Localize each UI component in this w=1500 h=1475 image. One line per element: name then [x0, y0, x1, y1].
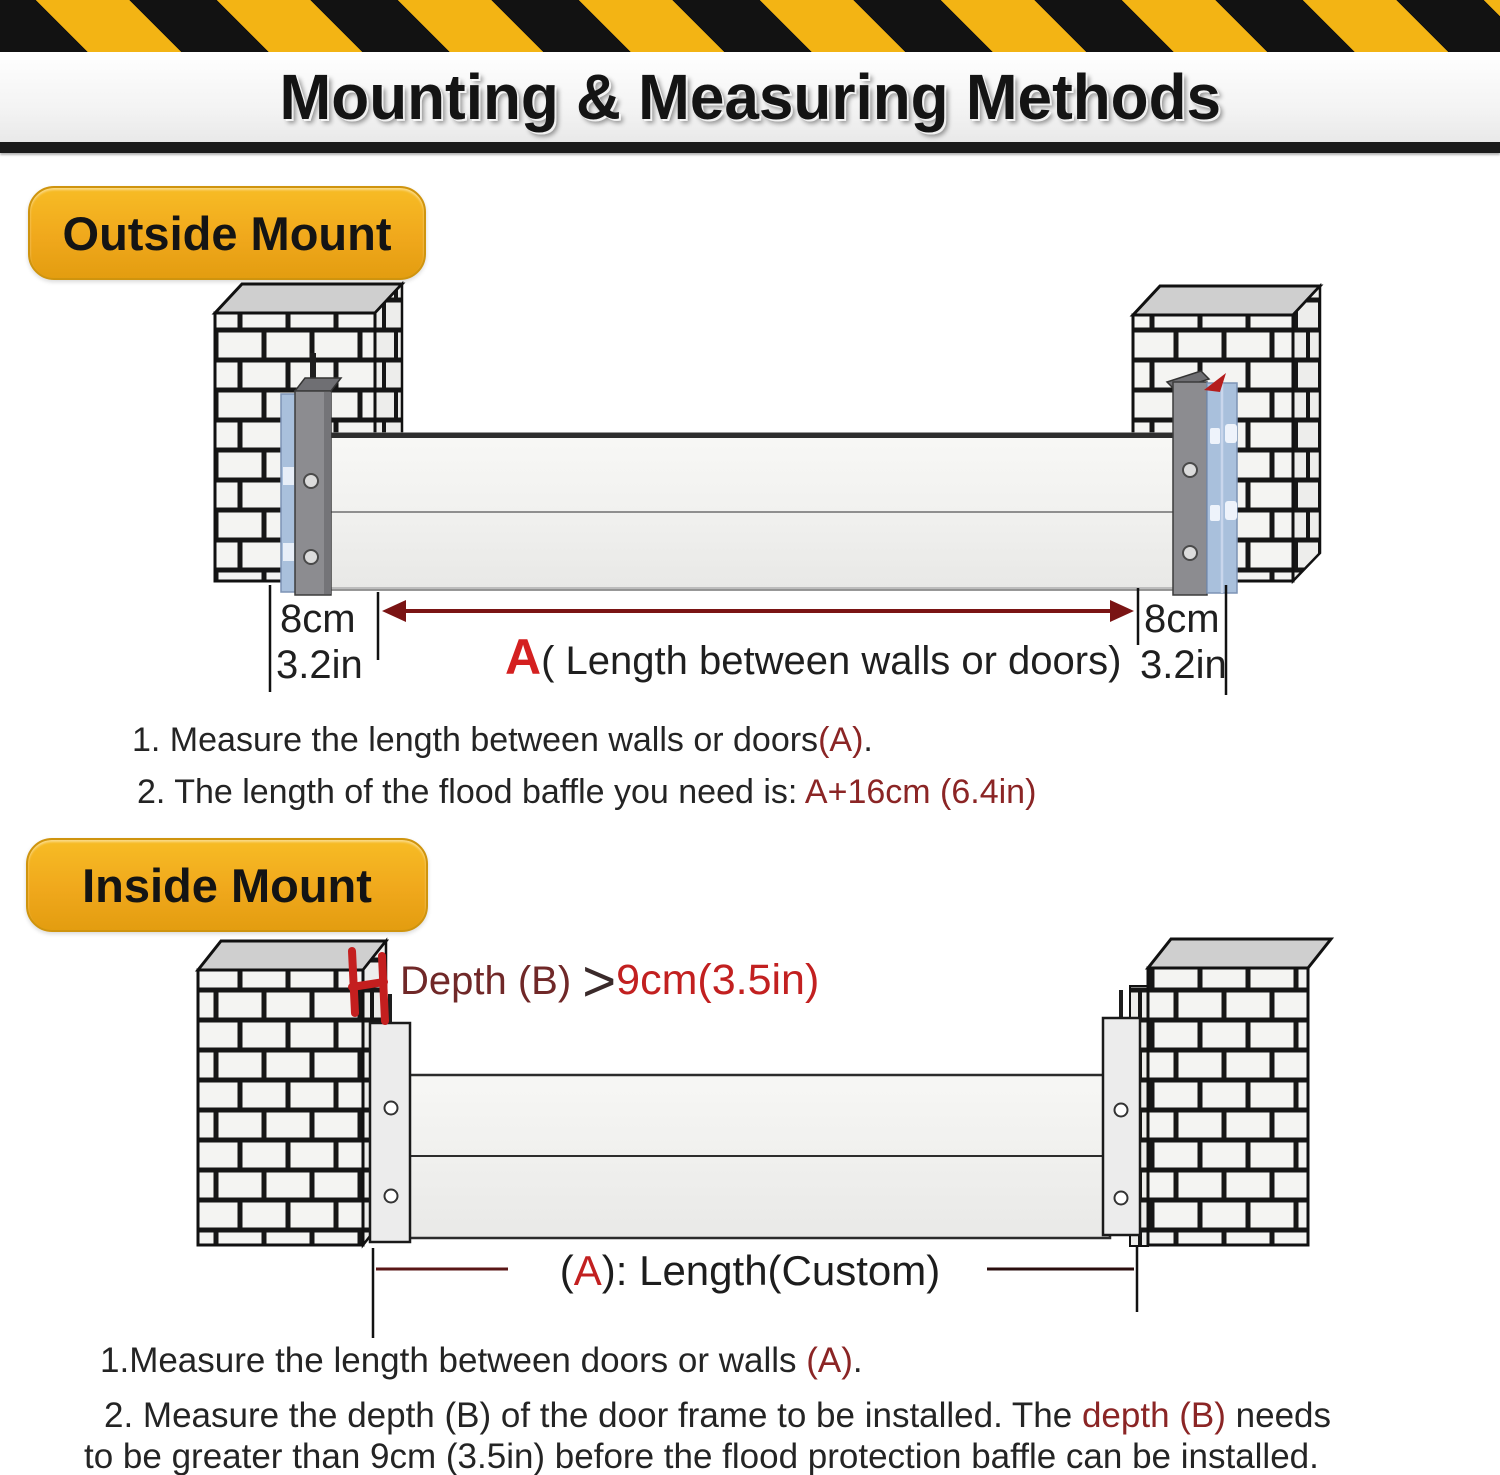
header-divider — [0, 142, 1500, 153]
right-offset-cm: 8cm — [1144, 597, 1220, 641]
length-custom-label: (A): Length(Custom) — [559, 1247, 941, 1294]
depth-annotation — [400, 948, 819, 1015]
flood-barrier-panel-inside — [405, 1075, 1110, 1238]
left-offset-cm: 8cm — [280, 597, 356, 641]
inside-step-2-cont: to be greater than 9cm (3.5in) before the flood protection baffle can be installed. — [84, 1437, 1319, 1475]
right-channel-bracket — [1103, 990, 1140, 1235]
left-channel-bracket — [370, 994, 410, 1242]
greater-than-sign: > — [582, 949, 617, 1014]
inside-step-2: 2. Measure the depth (B) of the door frame to be installed. The depth (B) needs — [104, 1396, 1332, 1435]
page-title: Mounting & Measuring Methods — [279, 61, 1221, 133]
inside-mount-label: Inside Mount — [82, 858, 372, 912]
flood-barrier-panel — [322, 433, 1180, 590]
right-mounting-bracket — [1167, 371, 1209, 595]
brick-pillar-right-inside — [1130, 939, 1331, 1246]
left-gasket-strip — [281, 394, 296, 592]
outside-mount-label: Outside Mount — [62, 206, 392, 260]
length-a-letter: A — [505, 629, 542, 685]
depth-label: Depth (B) — [400, 959, 583, 1003]
inside-mount-badge — [26, 838, 428, 932]
left-offset-in: 3.2in — [276, 643, 363, 687]
outside-step-1: 1. Measure the length between walls or doors(A). — [132, 721, 873, 759]
hazard-stripe-banner — [0, 0, 1500, 52]
dimension-arrow — [382, 600, 1134, 622]
title-band — [0, 52, 1500, 142]
inside-step-1: 1.Measure the length between doors or walls (A). — [100, 1341, 863, 1380]
depth-value: 9cm(3.5in) — [616, 956, 820, 1004]
outside-mount-badge — [28, 186, 426, 280]
length-a-rest: ( Length between walls or doors) — [541, 639, 1122, 683]
outside-step-2: 2. The length of the flood baffle you need is: A+16cm (6.4in) — [137, 773, 1037, 811]
length-a-label — [505, 628, 1121, 686]
right-gasket-strip — [1207, 383, 1237, 593]
right-offset-in: 3.2in — [1140, 643, 1227, 687]
